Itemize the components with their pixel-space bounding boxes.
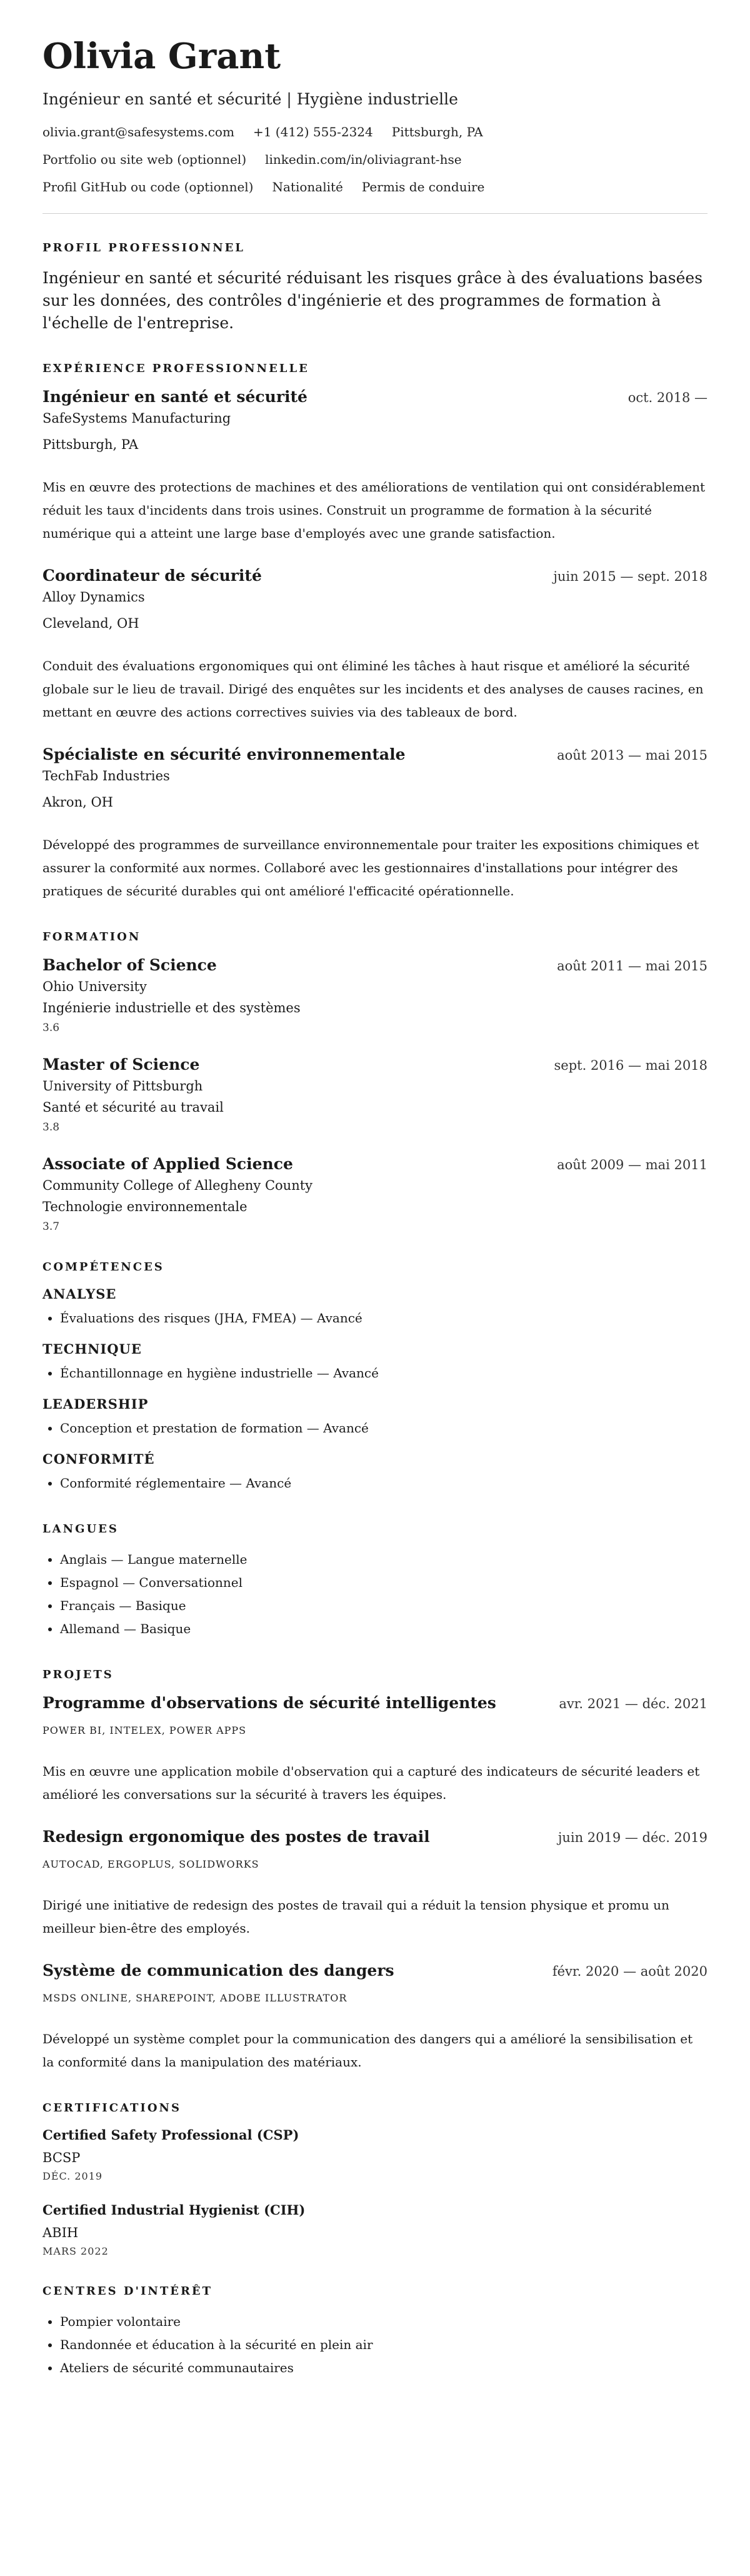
contact-linkedin: linkedin.com/in/oliviagrant-hse [265, 151, 462, 167]
section-title-languages: LANGUES [42, 1522, 119, 1536]
contact-row-1 [42, 124, 708, 139]
section-projects [42, 1668, 708, 2074]
section-title-skills: COMPÉTENCES [42, 1260, 164, 1274]
section-experience [42, 362, 708, 903]
interest-item: • Randonnée et éducation à la sécurité en plein air [60, 2333, 708, 2357]
skill-category: CONFORMITÉ [42, 1451, 155, 1467]
contact-license: Permis de conduire [361, 179, 485, 194]
degree-field: Technologie environnementale [42, 1199, 248, 1215]
job-location: Pittsburgh, PA [42, 437, 139, 453]
project-entry [42, 1961, 708, 2074]
job-location: Akron, OH [42, 795, 113, 810]
project-entry [42, 1828, 708, 1940]
job-description: Conduit des évaluations ergonomiques qui ont éliminé les tâches à haut risque et amélioré la sécurité globale sur le lieu de travail. Dirigé des enquêtes sur les incidents et des analyses de causes racines, en mettant en œuvre des actions correctives suivies via des tableaux de bord. [42, 658, 704, 720]
language-item: • Allemand — Basique [60, 1618, 708, 1641]
experience-entry [42, 388, 708, 545]
degree-name: Associate of Applied Science [42, 1155, 293, 1174]
interest-item: • Ateliers de sécurité communautaires [60, 2357, 708, 2380]
project-name: Système de communication des dangers [42, 1961, 394, 1980]
degree-gpa: 3.7 [42, 1220, 60, 1234]
project-dates: avr. 2021 — déc. 2021 [559, 1696, 708, 1712]
section-title-interests: CENTRES D'INTÉRÊT [42, 2285, 213, 2298]
project-dates: juin 2019 — déc. 2019 [558, 1830, 708, 1846]
contact-nationality: Nationalité [272, 179, 343, 194]
project-tools: AUTOCAD, ERGOPLUS, SOLIDWORKS [42, 1858, 259, 1871]
job-dates: août 2013 — mai 2015 [557, 748, 708, 763]
language-item: • Anglais — Langue maternelle [60, 1548, 708, 1571]
certification-name: Certified Safety Professional (CSP) [42, 2127, 299, 2143]
education-entry [42, 956, 708, 1034]
job-company: SafeSystems Manufacturing [42, 411, 231, 426]
skill-category: ANALYSE [42, 1286, 117, 1302]
job-title: Ingénieur en santé et sécurité [42, 388, 308, 406]
job-title: Spécialiste en sécurité environnementale [42, 745, 406, 764]
contact-github: Profil GitHub ou code (optionnel) [42, 179, 254, 194]
skill-category: LEADERSHIP [42, 1396, 149, 1412]
project-tools: MSDS ONLINE, SHAREPOINT, ADOBE ILLUSTRATOR [42, 1992, 348, 2005]
contact-row-3 [42, 179, 708, 194]
project-name: Programme d'observations de sécurité intelligentes [42, 1694, 496, 1713]
section-title-certifications: CERTIFICATIONS [42, 2101, 181, 2115]
contact-phone: +1 (412) 555-2324 [252, 124, 373, 139]
project-description: Mis en œuvre une application mobile d'observation qui a capturé des indicateurs de sécurité leaders et amélioré les conversations sur la sécurité à travers les équipes. [42, 1764, 700, 1803]
experience-entry [42, 745, 708, 903]
skill-category: TECHNIQUE [42, 1341, 142, 1357]
project-dates: févr. 2020 — août 2020 [552, 1964, 708, 1980]
job-description: Développé des programmes de surveillance environnementale pour traiter les expositions chimiques et assurer la conformité aux normes. Collaboré avec les gestionnaires d'installations pour intégrer des pratiques de sécurité durables qui ont amélioré l'efficacité opérationnelle. [42, 837, 699, 899]
language-item: • Français — Basique [60, 1594, 708, 1618]
contact-email: olivia.grant@safesystems.com [42, 124, 234, 139]
candidate-headline: Ingénieur en santé et sécurité | Hygiène industrielle [42, 89, 458, 108]
degree-name: Master of Science [42, 1055, 200, 1074]
language-list [42, 1548, 708, 1641]
degree-field: Santé et sécurité au travail [42, 1100, 224, 1115]
certification-date: DÉC. 2019 [42, 2170, 103, 2183]
job-dates: juin 2015 — sept. 2018 [553, 569, 708, 585]
job-location: Cleveland, OH [42, 616, 139, 631]
job-title: Coordinateur de sécurité [42, 566, 262, 585]
certification-date: MARS 2022 [42, 2245, 109, 2258]
degree-field: Ingénierie industrielle et des systèmes [42, 1000, 301, 1016]
skill-list [42, 1307, 708, 1330]
degree-gpa: 3.8 [42, 1121, 60, 1134]
degree-dates: août 2011 — mai 2015 [557, 958, 708, 974]
job-company: TechFab Industries [42, 768, 170, 784]
skill-list [42, 1417, 708, 1440]
school-name: Community College of Allegheny County [42, 1178, 313, 1194]
certification-entry [42, 2127, 708, 2182]
project-name: Redesign ergonomique des postes de travail [42, 1828, 430, 1846]
skill-item: • Conformité réglementaire — Avancé [60, 1472, 708, 1495]
section-education [42, 930, 708, 1233]
project-description: Dirigé une initiative de redesign des postes de travail qui a réduit la tension physique et promu un meilleur bien-être des employés. [42, 1898, 669, 1936]
degree-dates: sept. 2016 — mai 2018 [554, 1058, 708, 1074]
candidate-name: Olivia Grant [42, 36, 281, 77]
project-tools: POWER BI, INTELEX, POWER APPS [42, 1724, 247, 1737]
section-summary [42, 241, 708, 335]
school-name: University of Pittsburgh [42, 1079, 203, 1094]
education-entry [42, 1155, 708, 1233]
section-languages [42, 1522, 708, 1641]
certification-org: BCSP [42, 2150, 81, 2166]
job-description: Mis en œuvre des protections de machines et des améliorations de ventilation qui ont considérablement réduit les taux d'incidents dans trois usines. Construit un programme de formation à la sécurité numérique qui a atteint une large base d'employés avec une grande satisfaction. [42, 480, 706, 541]
section-skills [42, 1260, 708, 1495]
education-entry [42, 1055, 708, 1134]
project-description: Développé un système complet pour la communication des dangers qui a amélioré la sensibilisation et la conformité dans la manipulation des matériaux. [42, 2031, 693, 2070]
skill-item: • Évaluations des risques (JHA, FMEA) — Avancé [60, 1307, 708, 1330]
project-entry [42, 1694, 708, 1806]
experience-entry [42, 566, 708, 724]
interest-item: • Pompier volontaire [60, 2310, 708, 2333]
degree-gpa: 3.6 [42, 1022, 60, 1035]
section-title-education: FORMATION [42, 930, 141, 944]
certification-org: ABIH [42, 2225, 79, 2241]
job-company: Alloy Dynamics [42, 590, 145, 605]
header-divider [42, 213, 708, 214]
resume-header [42, 38, 708, 194]
skill-item: • Conception et prestation de formation — Avancé [60, 1417, 708, 1440]
section-title-projects: PROJETS [42, 1668, 114, 1682]
contact-location: Pittsburgh, PA [391, 124, 483, 139]
section-interests [42, 2285, 708, 2380]
degree-name: Bachelor of Science [42, 956, 217, 975]
summary-text: Ingénieur en santé et sécurité réduisant les risques grâce à des évaluations basées sur les données, des contrôles d'ingénierie et des programmes de formation à l'échelle de l'entreprise. [42, 268, 703, 333]
certification-name: Certified Industrial Hygienist (CIH) [42, 2202, 306, 2218]
language-item: • Espagnol — Conversationnel [60, 1571, 708, 1594]
skill-item: • Échantillonnage en hygiène industrielle — Avancé [60, 1362, 708, 1385]
section-certifications [42, 2101, 708, 2257]
job-dates: oct. 2018 — [628, 390, 708, 406]
certification-entry [42, 2202, 708, 2257]
interest-list [42, 2310, 708, 2380]
school-name: Ohio University [42, 979, 147, 995]
contact-portfolio: Portfolio ou site web (optionnel) [42, 151, 247, 167]
degree-dates: août 2009 — mai 2011 [557, 1157, 708, 1173]
section-title-summary: PROFIL PROFESSIONNEL [42, 241, 245, 254]
contact-row-2 [42, 152, 708, 167]
skill-list [42, 1472, 708, 1495]
section-title-experience: EXPÉRIENCE PROFESSIONNELLE [42, 362, 309, 376]
skill-list [42, 1362, 708, 1385]
